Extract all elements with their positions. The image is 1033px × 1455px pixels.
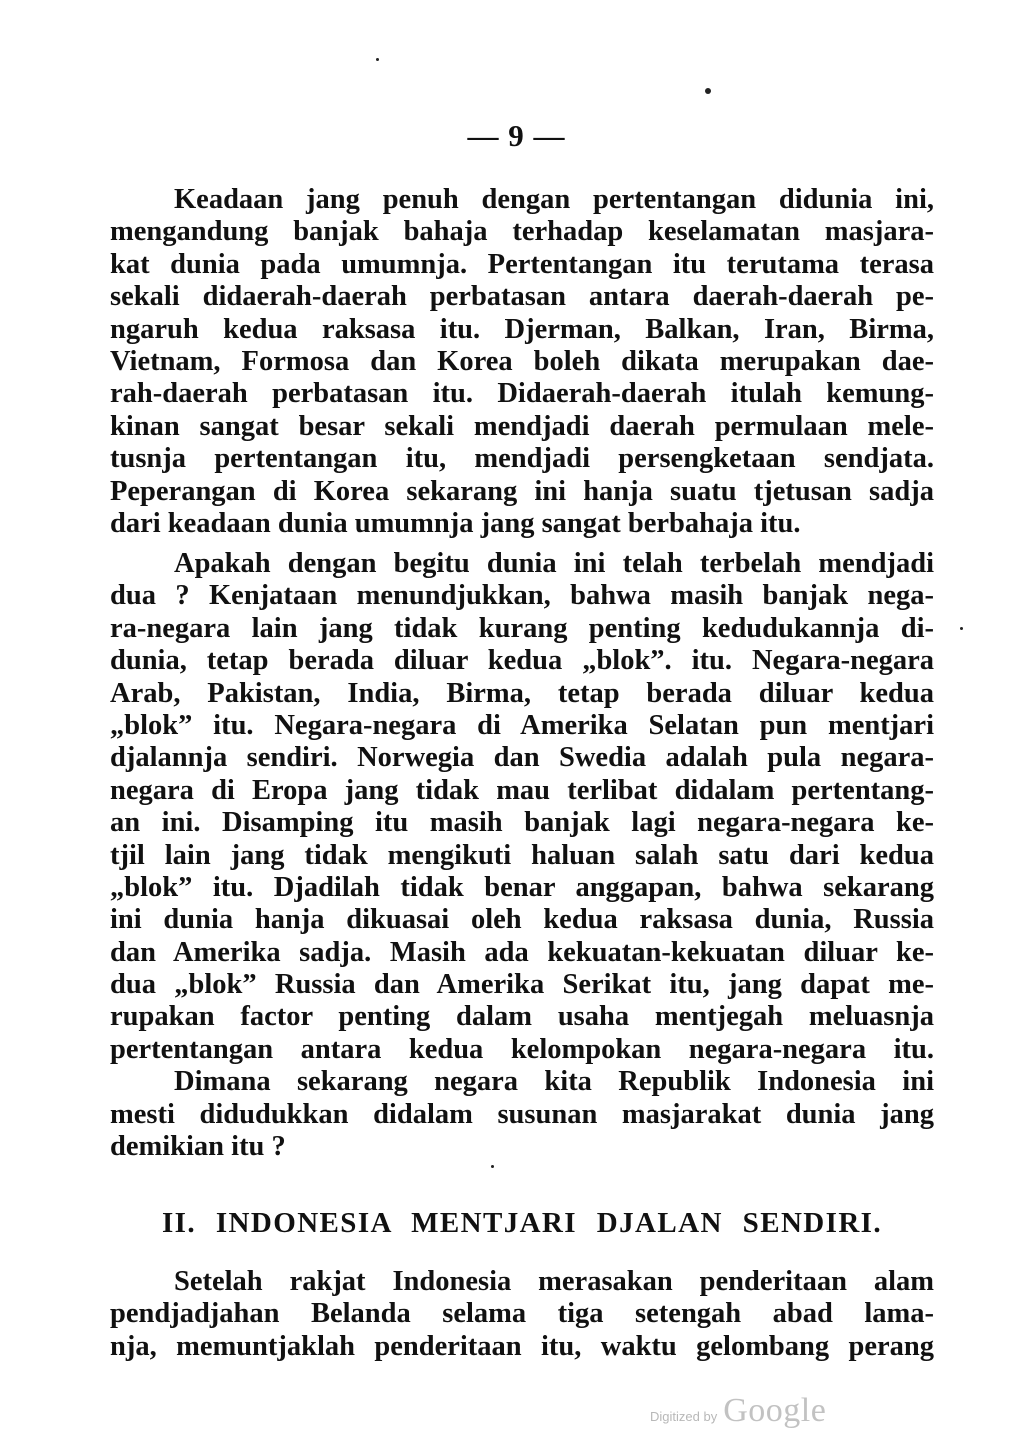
paragraph-2 [110,548,934,1163]
text-line: Setelah rakjat Indonesia merasakan penderitaan alam [174,1266,934,1297]
text-line: kat dunia pada umumnja. Pertentangan itu terutama terasa [110,248,934,280]
text-line: mesti didudukkan didalam susunan masjarakat dunia jang [110,1098,934,1130]
scan-speck [491,1165,494,1168]
text-line: ra-negara lain jang tidak kurang penting kedudukannja di- [110,612,934,644]
text-line: Apakah dengan begitu dunia ini telah terbelah mendjadi [174,548,934,579]
text-line: kinan sangat besar sekali mendjadi daerah permulaan mele- [110,410,934,442]
digitized-watermark [650,1392,826,1432]
text-line: Keadaan jang penuh dengan pertentangan didunia ini, [174,184,934,215]
section-heading: II. INDONESIA MENTJARI DJALAN SENDIRI. [162,1207,882,1239]
text-line: dan Amerika sadja. Masih ada kekuatan-kekuatan diluar ke- [110,936,934,968]
text-line: an ini. Disamping itu masih banjak lagi negara-negara ke- [110,807,934,839]
text-line: negara di Eropa jang tidak mau terlibat didalam pertentang- [110,774,934,806]
text-line: dari keadaan dunia umumnja jang sangat berbahaja itu. [110,507,801,539]
watermark-prefix: Digitized by [650,1409,718,1424]
text-line: nja, memuntjaklah penderitaan itu, waktu gelombang perang [110,1330,934,1362]
text-line: „blok” itu. Negara-negara di Amerika Selatan pun mentjari [110,709,934,741]
scan-speck [960,627,963,630]
text-line: djalannja sendiri. Norwegia dan Swedia adalah pula negara- [110,742,934,774]
text-line: dunia, tetap berada diluar kedua „blok”. itu. Negara-negara [110,645,934,677]
text-line: dua ? Kenjataan menundjukkan, bahwa masih banjak nega- [110,580,934,612]
text-line: Peperangan di Korea sekarang ini hanja suatu tjetusan sadja [110,475,934,507]
paragraph-3 [110,1266,934,1363]
paragraph-1 [110,184,934,540]
text-line: pertentangan antara kedua kelompokan negara-negara itu. [110,1033,934,1065]
text-line: mengandung banjak bahaja terhadap keselamatan masjara- [110,216,934,248]
text-line: Arab, Pakistan, India, Birma, tetap berada diluar kedua [110,677,934,709]
text-line: „blok” itu. Djadilah tidak benar anggapan, bahwa sekarang [110,871,934,903]
text-line: sekali didaerah-daerah perbatasan antara daerah-daerah pe- [110,281,934,313]
text-line: ini dunia hanja dikuasai oleh kedua raksasa dunia, Russia [110,904,934,936]
scan-speck [705,88,711,94]
scan-speck [376,58,379,61]
text-line: pendjadjahan Belanda selama tiga setengah abad lama- [110,1298,934,1330]
page-number: — 9 — [467,118,566,153]
text-line: dua „blok” Russia dan Amerika Serikat itu, jang dapat me- [110,969,934,1001]
watermark-brand-logo: Google [723,1392,827,1429]
text-line: tjil lain jang tidak mengikuti haluan salah satu dari kedua [110,839,934,871]
text-line: demikian itu ? [110,1131,286,1163]
text-line: Vietnam, Formosa dan Korea boleh dikata merupakan dae- [110,345,934,377]
text-line: rah-daerah perbatasan itu. Didaerah-daerah itulah kemung- [110,378,934,410]
text-line: tusnja pertentangan itu, mendjadi persengketaan sendjata. [110,443,934,475]
text-line: ngaruh kedua raksasa itu. Djerman, Balkan, Iran, Birma, [110,313,934,345]
text-line: Dimana sekarang negara kita Republik Indonesia ini [174,1066,934,1098]
text-line: rupakan factor penting dalam usaha mentjegah meluasnja [110,1001,934,1033]
